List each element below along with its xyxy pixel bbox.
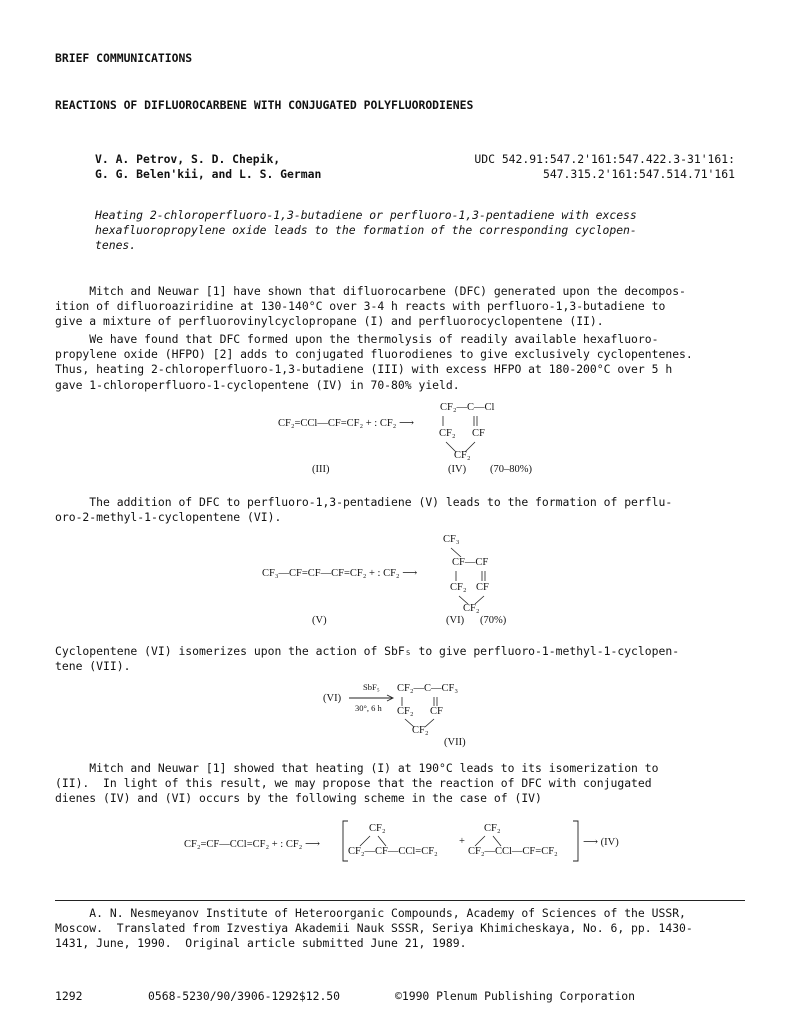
reaction-scheme-2 — [255, 531, 575, 631]
page-number: 1292 — [55, 989, 83, 1003]
abstract-line: hexafluoropropylene oxide leads to the formation of the corresponding cyclopen- — [95, 223, 637, 238]
reaction-scheme-4 — [180, 818, 640, 866]
scheme3-conditions: 30°, 6 h — [355, 703, 382, 713]
scheme1-ring-bottom: CF₂ — [454, 450, 471, 461]
paragraph-line: Cyclopentene (VI) isomerizes upon the action of SbF₅ to give perfluoro-1-methyl-1-cyclopen- — [55, 644, 680, 658]
scheme2-ring-top: CF—CF — [452, 557, 489, 568]
scheme3-ring-right: CF — [430, 706, 443, 717]
scheme2-ring-bonds — [435, 531, 525, 621]
scheme4-product: ⟶ (IV) — [583, 837, 619, 848]
paragraph-line: tene (VII). — [55, 659, 131, 674]
footnote-line: A. N. Nesmeyanov Institute of Heteroorganic Compounds, Academy of Sciences of the USSR, — [55, 906, 686, 920]
footnote — [55, 906, 745, 952]
authors-line-1: V. A. Petrov, S. D. Chepik, — [95, 152, 281, 166]
scheme1-ring-top: CF₂—C—Cl — [440, 402, 495, 413]
scheme2-label-left: (V) — [312, 615, 327, 626]
scheme4-cyclopropane-1-top: CF₂ — [369, 823, 386, 834]
paragraph-line: oro-2-methyl-1-cyclopentene (VI). — [55, 510, 282, 525]
scheme2-ring-bottom: CF₂ — [463, 603, 480, 614]
scheme4-plus: + — [459, 836, 465, 847]
scheme2-substituent: CF₃ — [443, 534, 460, 545]
scheme4-cyclopropane-1-base: CF₂—CF—CCl=CF₂ — [348, 846, 438, 857]
paragraph-line: ition of difluoroaziridine at 130-140°C over 3-4 h reacts with perfluoro-1,3-butadiene to — [55, 299, 666, 314]
scheme3-start: (VI) — [323, 693, 342, 704]
journal-code: 0568-5230/90/3906-1292$12.50 — [148, 989, 341, 1003]
paragraph-1 — [55, 284, 745, 330]
copyright: ©1990 Plenum Publishing Corporation — [395, 989, 636, 1003]
paragraph-2 — [55, 332, 745, 393]
scheme4-reactant: CF₂=CF—CCl=CF₂ + : CF₂ ⟶ — [184, 839, 321, 850]
authors-line-2: G. G. Belen'kii, and L. S. German — [95, 167, 322, 181]
paragraph-line: gave 1-chloroperfluoro-1-cyclopentene (IV) in 70-80% yield. — [55, 377, 460, 392]
paragraph-4 — [55, 644, 745, 674]
paragraph-line: Mitch and Neuwar [1] showed that heating (I) at 190°C leads to its isomerization to — [55, 761, 659, 775]
scheme1-ring-left: CF₂ — [439, 428, 456, 439]
paragraph-line: Mitch and Neuwar [1] have shown that difluorocarbene (DFC) generated upon the decompos- — [55, 284, 686, 298]
scheme3-reagent: SbF₅ — [363, 682, 380, 692]
scheme4-cyclopropane-2-base: CF₂—CCl—CF=CF₂ — [468, 846, 558, 857]
footnote-rule — [55, 900, 745, 901]
scheme3-label: (VII) — [444, 737, 466, 748]
reaction-scheme-3 — [320, 679, 540, 755]
abstract-line: tenes. — [95, 238, 137, 253]
paragraph-line: give a mixture of perfluorovinylcyclopropane (I) and perfluorocyclopentene (II). — [55, 314, 604, 329]
paragraph-3 — [55, 495, 745, 525]
paragraph-line: dienes (IV) and (VI) occurs by the following scheme in the case of (IV) — [55, 791, 542, 806]
scheme4-cyclopropane-2-top: CF₂ — [484, 823, 501, 834]
scheme2-reactant: CF₃—CF=CF—CF=CF₂ + : CF₂ ⟶ — [262, 568, 418, 579]
abstract — [95, 208, 785, 254]
abstract-line: Heating 2-chloroperfluoro-1,3-butadiene or perfluoro-1,3-pentadiene with excess — [95, 208, 637, 222]
udc-line-2: 547.315.2'161:547.514.71'161 — [542, 167, 735, 181]
footnote-line: Moscow. Translated from Izvestiya Akademii Nauk SSSR, Seriya Khimicheskaya, No. 6, pp. 1430- — [55, 921, 693, 936]
scheme1-ring-right: CF — [472, 428, 485, 439]
paragraph-line: (II). In light of this result, we may propose that the reaction of DFC with conjugated — [55, 776, 652, 791]
scheme3-ring-top: CF₂—C—CF₃ — [397, 683, 459, 694]
paragraph-line: We have found that DFC formed upon the thermolysis of readily available hexafluoro- — [55, 332, 659, 346]
scheme2-ring-right: CF — [476, 582, 489, 593]
scheme3-ring-left: CF₂ — [397, 706, 414, 717]
paragraph-line: propylene oxide (HFPO) [2] adds to conjugated fluorodienes to give exclusively cyclopentenes. — [55, 347, 693, 362]
section-heading: BRIEF COMMUNICATIONS — [55, 51, 193, 65]
paragraph-5 — [55, 761, 745, 807]
scheme1-label-right: (IV) — [448, 464, 467, 475]
scheme1-yield: (70–80%) — [490, 464, 532, 475]
footnote-line: 1431, June, 1990. Original article submitted June 21, 1989. — [55, 936, 467, 951]
scheme1-reactant: CF₂=CCl—CF=CF₂ + : CF₂ ⟶ — [278, 418, 415, 429]
paragraph-line: Thus, heating 2-chloroperfluoro-1,3-butadiene (III) with excess HFPO at 180-200°C over 5 h — [55, 362, 673, 377]
scheme2-label-right: (VI) — [446, 615, 465, 626]
scheme3-ring-bottom: CF₂ — [412, 725, 429, 736]
scheme2-ring-left: CF₂ — [450, 582, 467, 593]
reaction-scheme-1 — [270, 398, 570, 478]
article-title: REACTIONS OF DIFLUOROCARBENE WITH CONJUGATED POLYFLUORODIENES — [55, 98, 474, 112]
scheme2-yield: (70%) — [480, 615, 507, 626]
udc-line-1: UDC 542.91:547.2'161:547.422.3-31'161: — [474, 152, 735, 166]
paragraph-line: The addition of DFC to perfluoro-1,3-pentadiene (V) leads to the formation of perflu- — [55, 495, 673, 509]
scheme1-label-left: (III) — [312, 464, 330, 475]
